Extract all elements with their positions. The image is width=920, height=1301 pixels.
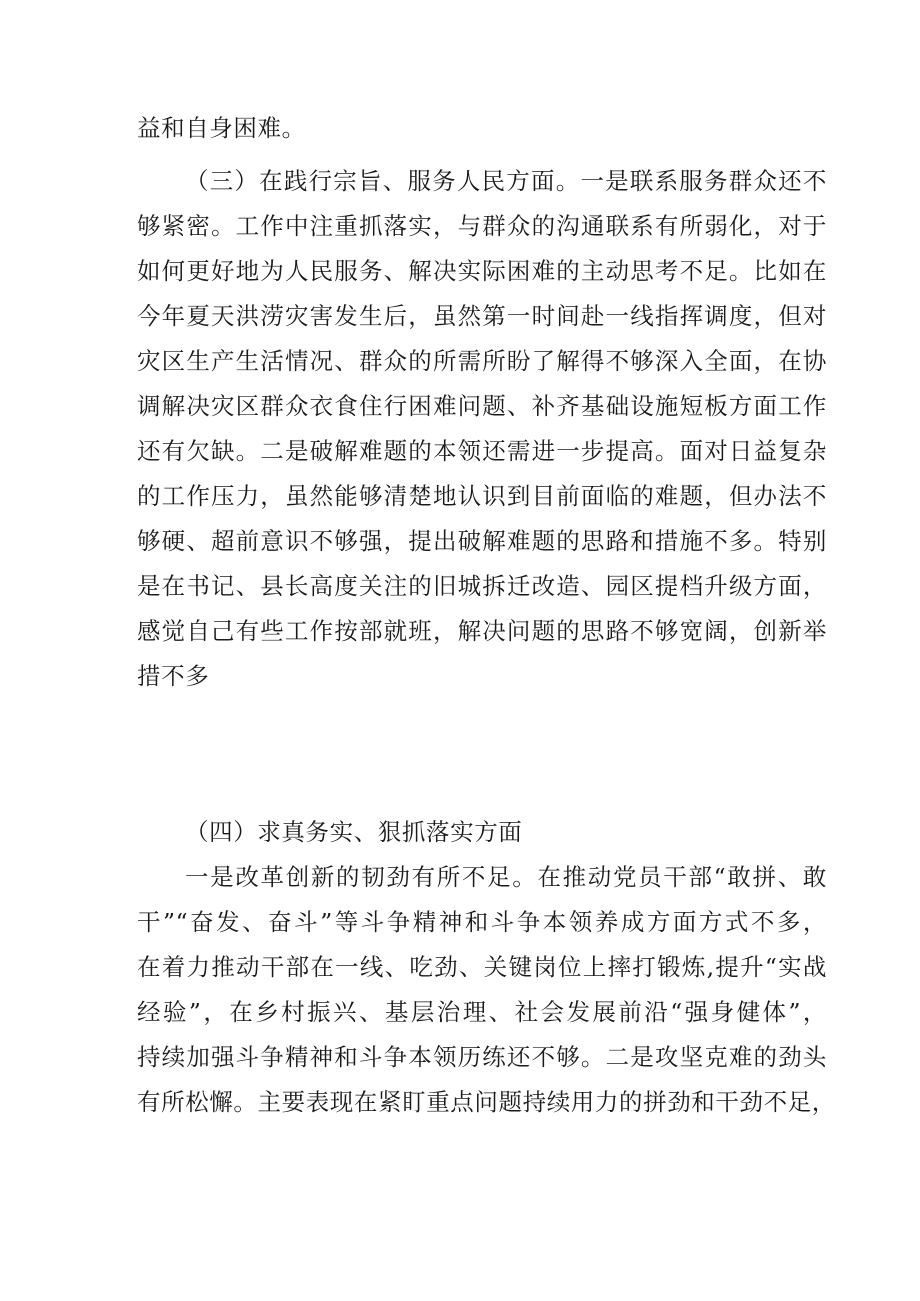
paragraph-line: 经验”，在乡村振兴、基层治理、社会发展前沿“强身健体”， bbox=[137, 998, 827, 1026]
paragraph-line: 够紧密。工作中注重抓落实，与群众的沟通联系有所弱化，对于 bbox=[137, 212, 827, 240]
paragraph-line: 在着力推动干部在一线、吃劲、关键岗位上摔打锻炼,提升“实战 bbox=[137, 953, 827, 981]
paragraph-line: 感觉自己有些工作按部就班，解决问题的思路不够宽阔，创新举 bbox=[137, 617, 827, 645]
paragraph-line: 如何更好地为人民服务、解决实际困难的主动思考不足。比如在 bbox=[137, 257, 827, 285]
section-heading: （四）求真务实、狠抓落实方面 bbox=[185, 818, 523, 846]
paragraph-line: 够硬、超前意识不够强，提出破解难题的思路和措施不多。特别 bbox=[137, 527, 827, 555]
paragraph-line: 今年夏天洪涝灾害发生后，虽然第一时间赴一线指挥调度，但对 bbox=[137, 302, 827, 330]
paragraph-line: 的工作压力，虽然能够清楚地认识到目前面临的难题，但办法不 bbox=[137, 482, 827, 510]
paragraph-line: 措不多 bbox=[137, 662, 210, 690]
paragraph-line: 是在书记、县长高度关注的旧城拆迁改造、园区提档升级方面， bbox=[137, 572, 827, 600]
paragraph-line: 益和自身困难。 bbox=[137, 114, 306, 142]
paragraph-line: 一是改革创新的韧劲有所不足。在推动党员干部“敢拼、敢 bbox=[185, 863, 827, 891]
paragraph-line: 干”“奋发、奋斗”等斗争精神和斗争本领养成方面方式不多， bbox=[137, 908, 827, 936]
paragraph-line: 调解决灾区群众衣食住行困难问题、补齐基础设施短板方面工作 bbox=[137, 392, 827, 420]
paragraph-line: 还有欠缺。二是破解难题的本领还需进一步提高。面对日益复杂 bbox=[137, 437, 827, 465]
paragraph-line: 持续加强斗争精神和斗争本领历练还不够。二是攻坚克难的劲头 bbox=[137, 1043, 827, 1071]
paragraph-line: （三）在践行宗旨、服务人民方面。一是联系服务群众还不 bbox=[185, 167, 827, 195]
paragraph-line: 灾区生产生活情况、群众的所需所盼了解得不够深入全面，在协 bbox=[137, 347, 827, 375]
paragraph-line: 有所松懈。主要表现在紧盯重点问题持续用力的拼劲和干劲不足， bbox=[137, 1088, 836, 1116]
